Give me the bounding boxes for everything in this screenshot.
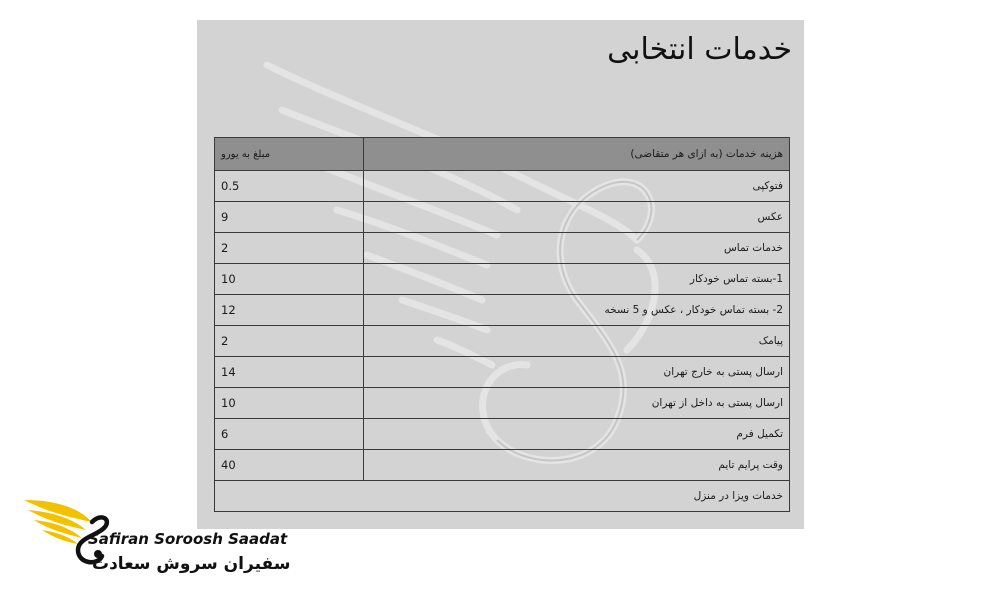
row-amount: 14	[215, 357, 364, 388]
header-amount-euro: مبلغ به یورو	[215, 138, 364, 171]
table-row	[215, 233, 790, 264]
row-amount: 9	[215, 202, 364, 233]
row-amount: 6	[215, 419, 364, 450]
table-row	[215, 202, 790, 233]
table-row	[215, 357, 790, 388]
row-label: خدمات تماس	[364, 233, 790, 264]
content-panel	[197, 20, 804, 529]
table-row	[215, 388, 790, 419]
table-row	[215, 295, 790, 326]
home-visa-service: خدمات ویزا در منزل	[215, 481, 790, 512]
row-amount: 10	[215, 388, 364, 419]
header-service-cost: هزینه خدمات (به ازای هر متقاضی)	[364, 138, 790, 171]
logo-name-en: Safiran Soroosh Saadat	[88, 530, 288, 548]
row-amount: 0.5	[215, 171, 364, 202]
table-row	[215, 171, 790, 202]
row-amount: 2	[215, 326, 364, 357]
row-amount: 2	[215, 233, 364, 264]
row-label: پیامک	[364, 326, 790, 357]
table-row	[215, 450, 790, 481]
logo-name-fa: سفیران سروش سعادت	[92, 554, 291, 574]
table-row	[215, 264, 790, 295]
table-row	[215, 419, 790, 450]
row-label: 2- بسته تماس خودکار ، عکس و 5 نسخه	[364, 295, 790, 326]
row-label: تکمیل فرم	[364, 419, 790, 450]
table-header-row	[215, 138, 790, 171]
row-label: 1-بسته تماس خودکار	[364, 264, 790, 295]
row-amount: 40	[215, 450, 364, 481]
row-label: وقت پرایم تایم	[364, 450, 790, 481]
row-amount: 10	[215, 264, 364, 295]
wing-icon	[24, 500, 92, 544]
services-price-table	[214, 137, 790, 512]
row-label: ارسال پستی به داخل از تهران	[364, 388, 790, 419]
row-label: فتوکپی	[364, 171, 790, 202]
page-title: خدمات انتخابی	[607, 32, 792, 67]
row-label: عکس	[364, 202, 790, 233]
table-row	[215, 326, 790, 357]
row-amount: 12	[215, 295, 364, 326]
table-footer-row	[215, 481, 790, 512]
row-label: ارسال پستی به خارج تهران	[364, 357, 790, 388]
